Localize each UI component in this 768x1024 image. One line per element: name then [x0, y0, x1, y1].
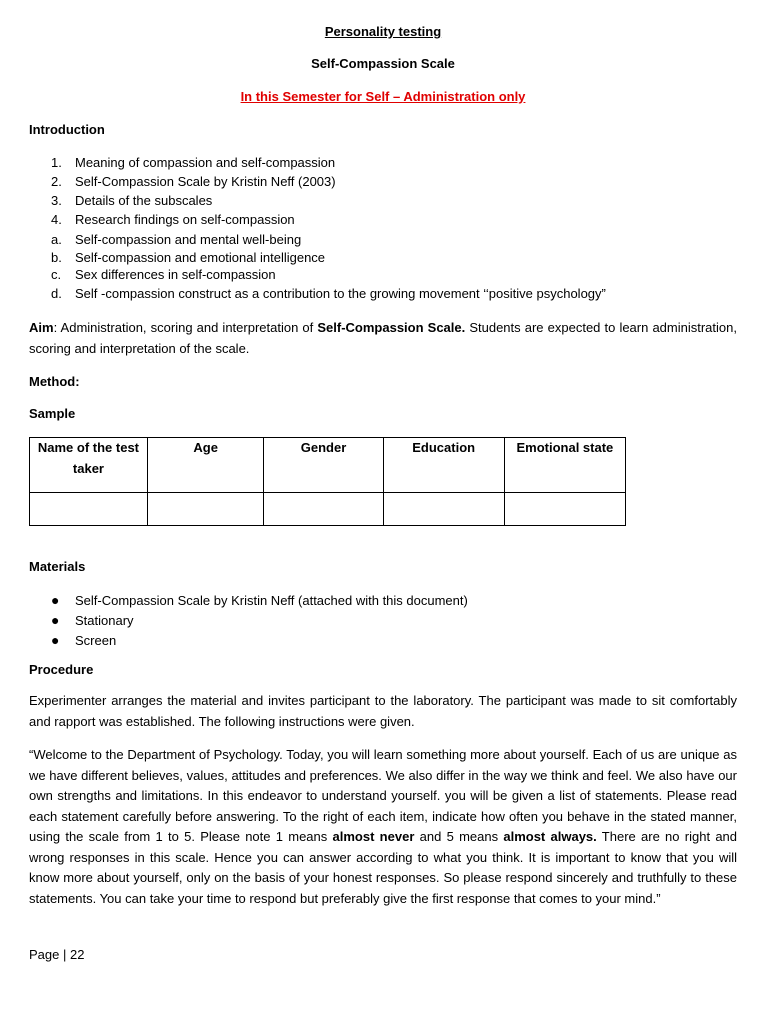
table-cell[interactable]	[147, 493, 264, 526]
introduction-list	[29, 153, 737, 303]
list-item: ● Self-Compassion Scale by Kristin Neff (attached with this document)	[51, 592, 468, 608]
table-row	[30, 493, 626, 526]
aim-label: Aim	[29, 320, 54, 335]
table-cell[interactable]	[30, 493, 148, 526]
list-item: d. Self -compassion construct as a contribution to the growing movement ‘‘positive psychology”	[51, 286, 606, 301]
materials-list	[29, 591, 737, 650]
aim-scale-name: Self-Compassion Scale.	[317, 320, 466, 335]
table-header-row	[30, 438, 626, 493]
table-cell[interactable]	[383, 493, 504, 526]
list-item: 2. Self-Compassion Scale by Kristin Neff (2003)	[51, 174, 336, 189]
bullet-icon: ●	[51, 632, 60, 648]
column-header: Emotional state	[504, 438, 625, 493]
method-heading: Method:	[29, 374, 80, 389]
list-item: b. Self-compassion and emotional intelligence	[51, 250, 326, 265]
sample-table	[29, 437, 626, 526]
list-item: c. Sex differences in self-compassion	[51, 267, 276, 282]
list-item: ● Stationary	[51, 612, 134, 628]
list-item: ● Screen	[51, 632, 117, 648]
column-header: Education	[383, 438, 504, 493]
list-item: 3. Details of the subscales	[51, 193, 213, 208]
bullet-icon: ●	[51, 592, 60, 608]
bullet-icon: ●	[51, 612, 60, 628]
list-item: 1. Meaning of compassion and self-compassion	[51, 155, 336, 170]
list-item: a. Self-compassion and mental well-being	[51, 232, 302, 247]
document-title: Personality testing	[324, 24, 442, 39]
materials-heading: Materials	[29, 559, 86, 574]
introduction-heading: Introduction	[29, 122, 105, 137]
instructions-quote: “Welcome to the Department of Psychology. Today, you will learn something more about yourself. Each of us are unique as we have different believes, values, attitudes and preferences. We also differ in the way we think and feel. We also have our own strengths and limitations. In this endeavor to understand yourself. you will be given a list of statements. Please read each statement carefully before answering. To the right of each item, indicate how often you behave in the stated manner, using the scale from 1 to 5. Please note 1 means almost never and 5 means almost always. There are no right and wrong responses in this scale. Hence you can answer according to what you think. It is important to know that you will know more about yourself, only on the basis of your honest responses. So please respond sincerely and truthfully to these statements. You can take your time to respond but preferably give the first response that comes to your mind.”	[29, 747, 738, 906]
table-cell[interactable]	[504, 493, 625, 526]
document-subtitle: Self-Compassion Scale	[311, 56, 455, 71]
column-header: Name of the test taker	[30, 438, 148, 493]
administration-notice: In this Semester for Self – Administration only	[240, 89, 526, 104]
sample-heading: Sample	[29, 406, 76, 421]
page-number: Page | 22	[29, 947, 85, 962]
procedure-heading: Procedure	[29, 662, 94, 677]
column-header: Age	[147, 438, 264, 493]
aim-paragraph: Aim: Administration, scoring and interpretation of Self-Compassion Scale. Students are expected to learn administration, scoring and interpretation of the scale.	[29, 320, 737, 356]
list-item: 4. Research findings on self-compassion	[51, 212, 295, 227]
column-header: Gender	[264, 438, 383, 493]
procedure-paragraph: Experimenter arranges the material and invites participant to the laboratory. The participant was made to sit comfortably and rapport was established. The following instructions were given.	[29, 693, 737, 729]
table-cell[interactable]	[264, 493, 383, 526]
